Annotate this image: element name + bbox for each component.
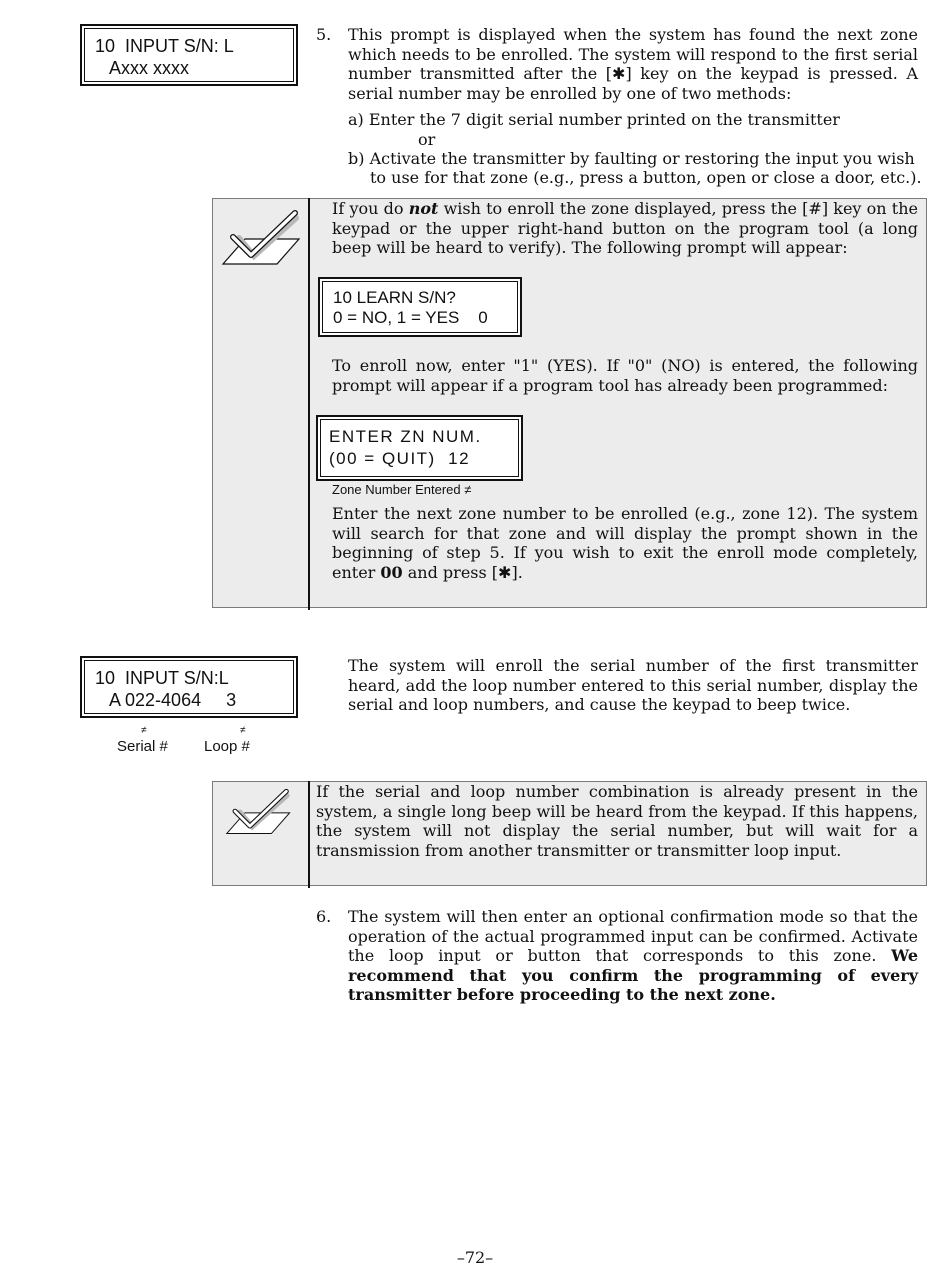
step-6-text (348, 907, 918, 1005)
serial-arrow: ≠ (141, 725, 147, 736)
note-1-p1-text-b: wish to enroll the zone displayed, press the [#] key on the keypad or the upper right-hand button on the program tool (a long beep will be heard to verify). The following prompt will appear: (332, 199, 918, 257)
note-1-p1-emphasis: not (408, 199, 439, 218)
loop-label: Loop # (204, 738, 250, 755)
lcd-line-2: A 022-4064 3 (95, 690, 237, 710)
note-box-duplicate (212, 781, 927, 886)
step-5-number: 5. (316, 25, 332, 44)
checkmark-icon (221, 209, 303, 267)
loop-arrow: ≠ (240, 725, 246, 736)
lcd-display-learn-sn (318, 277, 522, 337)
note-1-paragraph-2: To enroll now, enter "1" (YES). If "0" (NO) is entered, the following prompt will appear if a program tool has already been programmed: (332, 356, 918, 395)
step-5-option-b-line2: to use for that zone (e.g., press a button, open or close a door, etc.). (370, 168, 922, 187)
step-5-or: or (418, 130, 436, 149)
note-1-paragraph-1 (332, 199, 918, 258)
lcd-line-1: 10 INPUT S/N:L (95, 668, 229, 688)
step-6-number: 6. (316, 907, 332, 926)
lcd-line-1: 10 LEARN S/N? (333, 288, 456, 307)
lcd-display-enter-zone (316, 415, 523, 481)
note-box-skip-zone (212, 198, 927, 608)
lcd-display-text (322, 281, 518, 333)
note-divider (308, 781, 310, 888)
lcd-line-2: (00 = QUIT) 12 (329, 449, 471, 468)
step-5-option-b-line1: b) Activate the transmitter by faulting or restoring the input you wish (348, 149, 915, 168)
lcd-display-input-sn-result (80, 656, 298, 718)
lcd-line-1: 10 INPUT S/N: L (95, 36, 234, 56)
lcd-line-2: Axxx xxxx (95, 58, 190, 78)
step-6-text-a: The system will then enter an optional confirmation mode so that the operation of the actual programmed input can be confirmed. Activate the loop input or button that corresponds to this zone. (348, 907, 918, 965)
note-2-text: If the serial and loop number combination is already present in the system, a single long beep will be heard from the keypad. If this happens, the system will not display the serial number, but will wait for a transmission from another transmitter or transmitter loop input. (316, 782, 918, 860)
lcd-line-2: 0 = NO, 1 = YES 0 (333, 308, 488, 327)
note-1-p3-text-a: Enter the next zone number to be enrolled (e.g., zone 12). The system will search for that zone and will display the prompt shown in the beginning of step 5. If you wish to exit the enroll mode completely, enter (332, 504, 918, 582)
note-1-paragraph-3 (332, 504, 918, 582)
serial-label: Serial # (117, 738, 168, 755)
zone-number-caption: Zone Number Entered ≠ (332, 482, 472, 497)
lcd-display-input-sn (80, 24, 298, 86)
lcd-display-text (84, 28, 294, 82)
step-6-recommendation: We recommend that you confirm the programming of every transmitter before proceeding to the next zone. (348, 946, 918, 1004)
note-1-p3-bold: 00 (380, 562, 403, 582)
note-divider (308, 198, 310, 610)
page-number: –72– (456, 1248, 494, 1267)
lcd-display-text (84, 660, 294, 714)
lcd-line-1: ENTER ZN NUM. (329, 427, 482, 446)
enroll-description: The system will enroll the serial number of the first transmitter heard, add the loop number entered to this serial number, display the serial and loop numbers, and cause the keypad to beep twice. (348, 656, 918, 714)
step-5-text: This prompt is displayed when the system has found the next zone which needs to be enrolled. The system will respond to the first serial number transmitted after the [✱] key on the keypad is pressed. A serial number may be enrolled by one of two methods: (348, 25, 918, 103)
step-5-option-a: a) Enter the 7 digit serial number printed on the transmitter (348, 110, 840, 129)
checkmark-icon (223, 788, 295, 836)
note-1-p1-text-a: If you do (332, 199, 409, 218)
lcd-display-text (320, 419, 519, 477)
note-1-p3-text-b: and press [✱]. (402, 562, 523, 582)
